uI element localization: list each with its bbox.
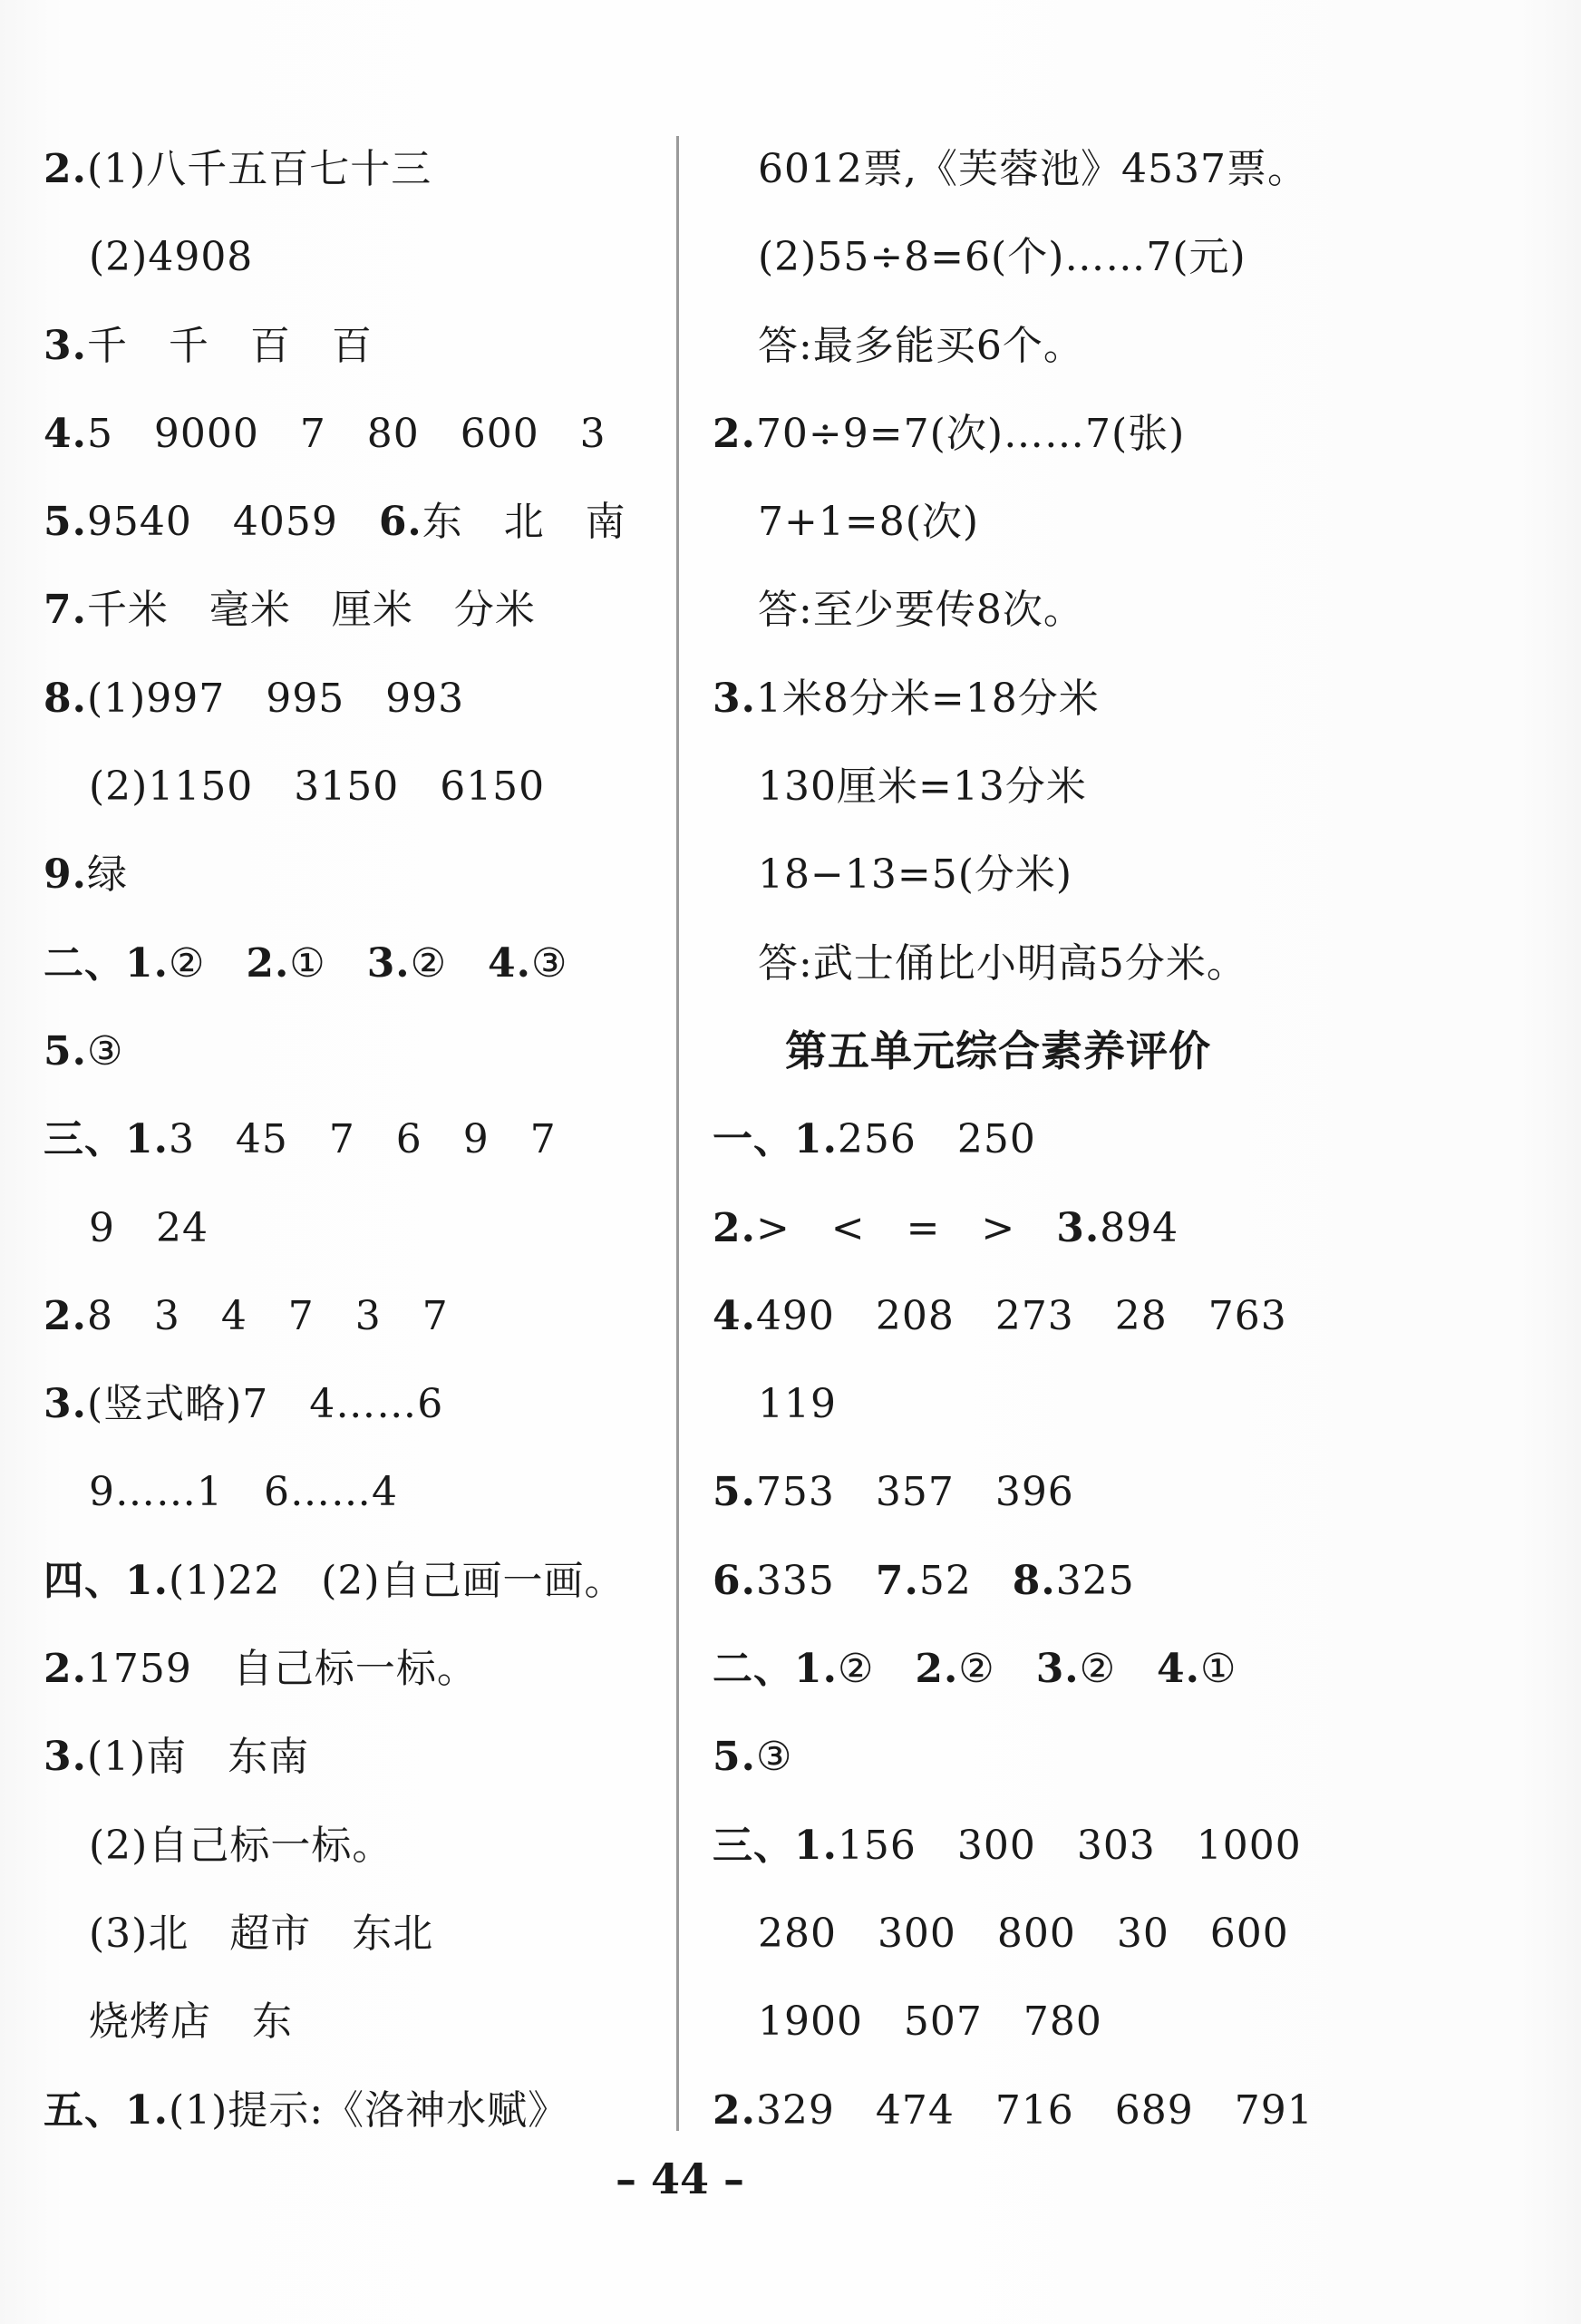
answer-text: 18−13=5(分米) xyxy=(758,851,1073,899)
answer-text: 753 357 396 xyxy=(755,1469,1074,1516)
page-number: – 44 – xyxy=(615,2154,745,2203)
answer-line xyxy=(713,1184,1365,1272)
answer-line xyxy=(44,1978,669,2066)
answer-line xyxy=(713,655,1365,743)
question-number: 3. xyxy=(44,1734,87,1781)
answer-text: (1)997 995 993 xyxy=(86,675,465,722)
question-number: 4. xyxy=(44,410,87,457)
answer-line xyxy=(713,478,1365,566)
question-number: 二、1. xyxy=(44,939,169,987)
question-number: 7. xyxy=(44,587,87,634)
right-answer-column xyxy=(713,125,1365,2154)
answer-text: 52 xyxy=(918,1557,1013,1604)
question-number: 二、1. xyxy=(713,1646,838,1693)
question-number: 3. xyxy=(1056,1204,1101,1251)
answer-text: 894 xyxy=(1100,1204,1179,1251)
question-number: 2. xyxy=(915,1646,959,1693)
answer-text: 156 300 303 1000 xyxy=(837,1822,1302,1869)
question-number: 5. xyxy=(44,1027,87,1074)
answer-text: 325 xyxy=(1055,1557,1135,1604)
answer-text: (1)提示:《洛神水赋》 xyxy=(168,2086,569,2134)
answer-text: 答:至少要传8次。 xyxy=(758,587,1084,634)
answer-text: 1900 507 780 xyxy=(758,1998,1102,2046)
answer-line xyxy=(713,1095,1365,1183)
answer-line xyxy=(44,390,669,478)
answer-text: (2)自己标一标。 xyxy=(89,1822,393,1869)
answer-line xyxy=(713,831,1365,919)
answer-line xyxy=(44,1184,669,1272)
answer-line xyxy=(713,566,1365,654)
question-number: 4. xyxy=(1157,1646,1200,1693)
answer-text: ① xyxy=(1199,1646,1237,1693)
answer-line xyxy=(713,919,1365,1007)
answer-text: 答:武士俑比小明高5分米。 xyxy=(758,939,1247,987)
answer-text: 1759 自己标一标。 xyxy=(86,1646,478,1693)
answer-line xyxy=(713,1802,1365,1890)
question-number: 2. xyxy=(713,410,756,457)
answer-line xyxy=(713,125,1365,213)
answer-text: 千米 毫米 厘米 分米 xyxy=(86,587,536,634)
answer-text: 千 千 百 百 xyxy=(86,322,373,369)
answer-line xyxy=(44,302,669,390)
answer-text: 8 3 4 7 3 7 xyxy=(86,1292,449,1339)
answer-line xyxy=(44,125,669,213)
answer-line xyxy=(713,1272,1365,1360)
answer-text: ③ xyxy=(86,1027,124,1074)
answer-text: 335 xyxy=(755,1557,876,1604)
answer-text: 答:最多能买6个。 xyxy=(758,322,1084,369)
answer-line xyxy=(713,302,1365,390)
question-number: 3. xyxy=(1035,1646,1080,1693)
answer-line xyxy=(713,743,1365,831)
answer-text: 256 250 xyxy=(837,1116,1036,1163)
answer-line xyxy=(44,1007,669,1095)
answer-text: ② xyxy=(410,939,489,987)
answer-text: 130厘米=13分米 xyxy=(758,763,1087,811)
section-heading: 第五单元综合素养评价 xyxy=(785,1026,1211,1075)
answer-line xyxy=(44,1272,669,1360)
question-number: 2. xyxy=(44,1292,87,1339)
question-number: 4. xyxy=(488,939,531,987)
answer-text: ③ xyxy=(530,939,568,987)
question-number: 3. xyxy=(44,1381,87,1428)
answer-text: 70÷9=7(次)……7(张) xyxy=(755,410,1186,457)
answer-line xyxy=(713,1890,1365,1978)
answer-line xyxy=(713,2066,1365,2154)
answer-text: 东 北 南 xyxy=(422,499,626,546)
question-number: 3. xyxy=(713,675,756,722)
question-number: 8. xyxy=(44,675,87,722)
answer-text: (2)1150 3150 6150 xyxy=(89,763,546,811)
answer-text: 119 xyxy=(758,1381,837,1428)
question-number: 6. xyxy=(378,499,422,546)
question-number: 6. xyxy=(713,1557,756,1604)
answer-text: 6012票,《芙蓉池》4537票。 xyxy=(758,146,1308,192)
answer-text: (2)55÷8=6(个)……7(元) xyxy=(758,234,1246,281)
answer-line xyxy=(44,2066,669,2154)
question-number: 5. xyxy=(713,1469,756,1516)
answer-line xyxy=(713,1978,1365,2066)
question-number: 4. xyxy=(713,1292,756,1339)
left-answer-column xyxy=(44,125,669,2154)
answer-text: (3)北 超市 东北 xyxy=(89,1910,434,1957)
question-number: 三、1. xyxy=(713,1822,838,1869)
answer-text: 490 208 273 28 763 xyxy=(755,1292,1287,1339)
answer-line xyxy=(44,919,669,1007)
answer-text: 9540 4059 xyxy=(86,499,379,546)
answer-text: (1)22 (2)自己画一画。 xyxy=(168,1557,626,1604)
answer-line xyxy=(713,1360,1365,1448)
answer-line xyxy=(44,655,669,743)
answer-text: 绿 xyxy=(86,851,128,899)
question-number: 7. xyxy=(875,1557,919,1604)
answer-line xyxy=(44,1095,669,1183)
answer-text: (竖式略)7 4……6 xyxy=(86,1381,444,1428)
answer-text: > < = > xyxy=(755,1204,1057,1251)
answer-text: ③ xyxy=(755,1734,793,1781)
answer-text: 9……1 6……4 xyxy=(89,1469,398,1516)
answer-text: 5 9000 7 80 600 3 xyxy=(86,410,606,457)
question-number: 三、1. xyxy=(44,1116,169,1163)
question-number: 一、1. xyxy=(713,1116,838,1163)
question-number: 2. xyxy=(713,2086,756,2134)
answer-text: (1)八千五百七十三 xyxy=(86,146,432,192)
answer-line xyxy=(44,1625,669,1713)
answer-text: 烧烤店 东 xyxy=(89,1998,293,2046)
answer-line xyxy=(713,390,1365,478)
question-number: 四、1. xyxy=(44,1557,169,1604)
answer-text: 7+1=8(次) xyxy=(758,499,980,546)
answer-line xyxy=(44,831,669,919)
answer-line xyxy=(44,478,669,566)
question-number: 2. xyxy=(713,1204,756,1251)
answer-line xyxy=(44,1890,669,1978)
question-number: 2. xyxy=(44,146,87,192)
answer-text: (1)南 东南 xyxy=(86,1734,310,1781)
question-number: 五、1. xyxy=(44,2086,169,2134)
question-number: 3. xyxy=(44,322,87,369)
answer-line xyxy=(713,1713,1365,1801)
answer-line xyxy=(44,1713,669,1801)
answer-line xyxy=(44,213,669,301)
answer-text: 1米8分米=18分米 xyxy=(755,675,1100,722)
question-number: 8. xyxy=(1012,1557,1056,1604)
question-number: 2. xyxy=(246,939,290,987)
answer-line xyxy=(713,213,1365,301)
answer-text: ① xyxy=(289,939,367,987)
answer-text: 3 45 7 6 9 7 xyxy=(168,1116,557,1163)
question-number: 3. xyxy=(366,939,411,987)
answer-line xyxy=(44,1360,669,1448)
column-divider xyxy=(676,136,679,2131)
answer-line xyxy=(713,1537,1365,1625)
answer-text: (2)4908 xyxy=(89,234,254,281)
answer-line xyxy=(44,1537,669,1625)
answer-line xyxy=(713,1448,1365,1536)
answer-text: 9 24 xyxy=(89,1204,209,1251)
answer-line xyxy=(44,566,669,654)
question-number: 5. xyxy=(44,499,87,546)
answer-text: ② xyxy=(958,1646,1036,1693)
answer-line xyxy=(44,1802,669,1890)
question-number: 9. xyxy=(44,851,87,899)
answer-text: 280 300 800 30 600 xyxy=(758,1910,1289,1957)
answer-text: ② xyxy=(837,1646,916,1693)
question-number: 2. xyxy=(44,1646,87,1693)
answer-text: ② xyxy=(1079,1646,1158,1693)
answer-text: 329 474 716 689 791 xyxy=(755,2086,1314,2134)
question-number: 5. xyxy=(713,1734,756,1781)
answer-line xyxy=(44,743,669,831)
answer-line xyxy=(713,1625,1365,1713)
answer-text: ② xyxy=(168,939,247,987)
answer-line xyxy=(44,1448,669,1536)
